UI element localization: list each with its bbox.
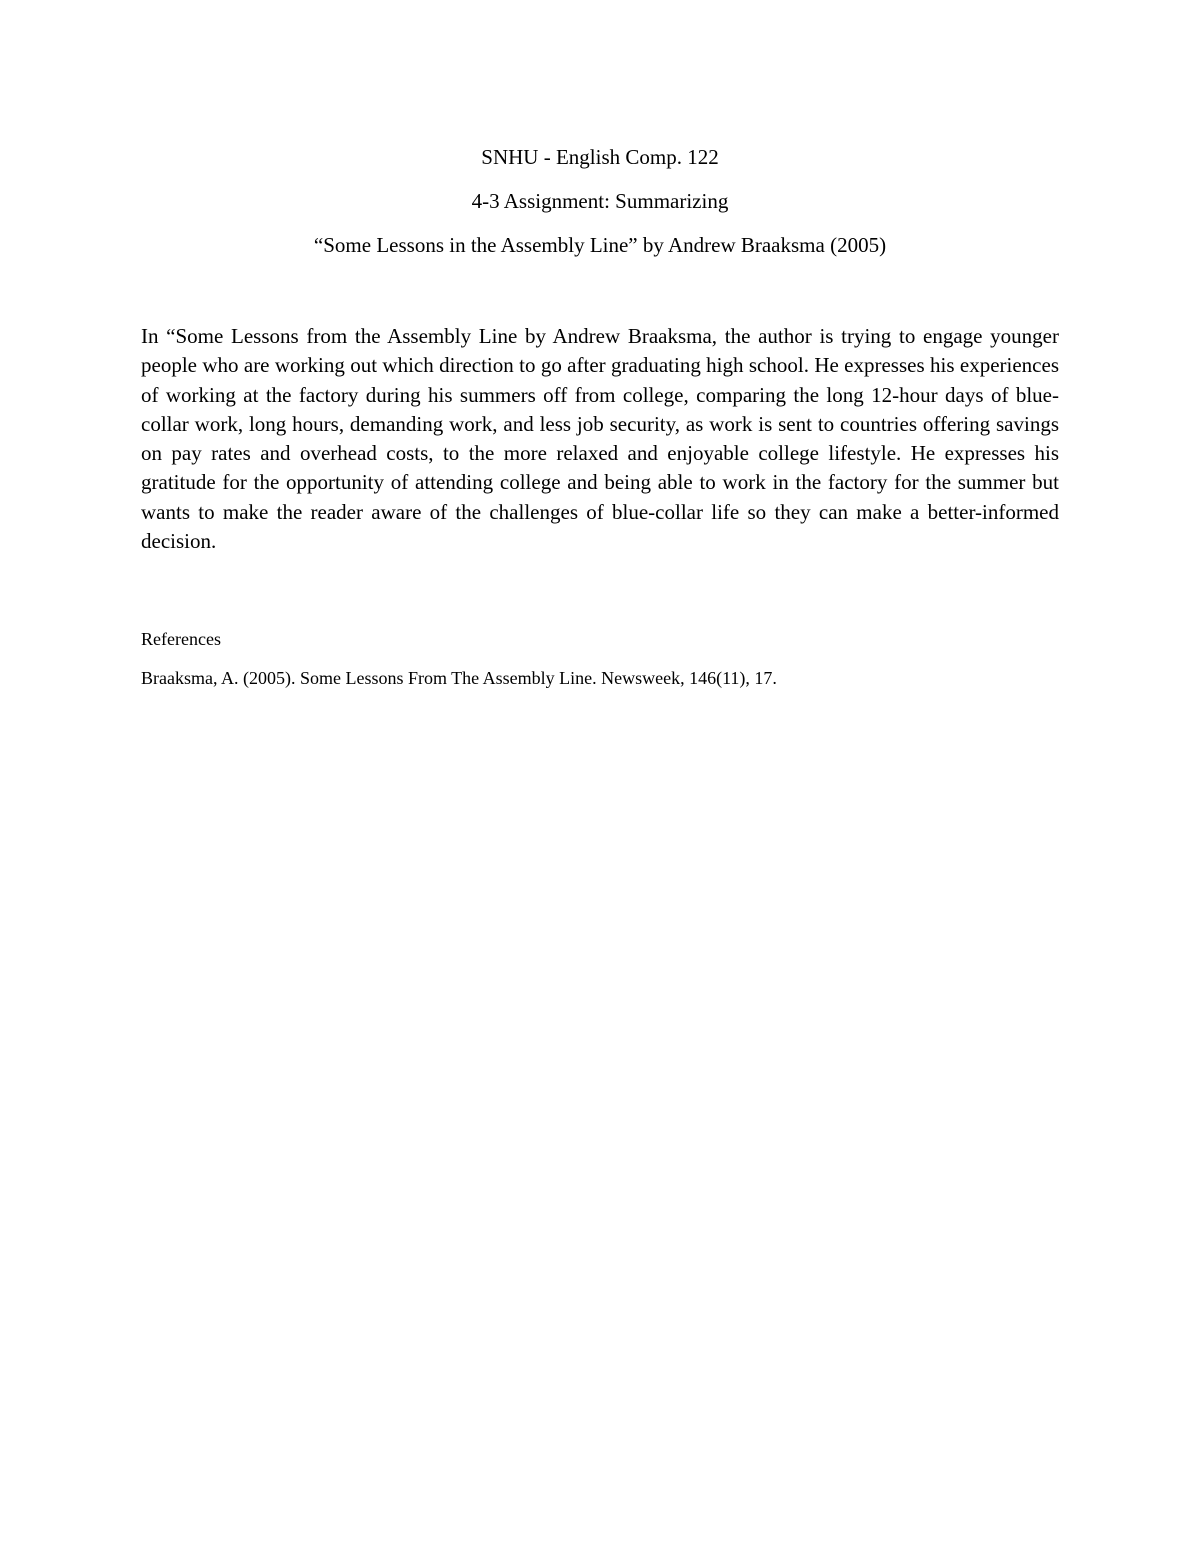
summary-paragraph: In “Some Lessons from the Assembly Line by Andrew Braaksma, the author is trying to engage younger people who are working out which direction to go after graduating high school. He expresses his experiences of working at the factory during his summers off from college, comparing the long 12-hour days of blue-collar work, long hours, demanding work, and less job security, as work is sent to countries offering savings on pay rates and overhead costs, to the more relaxed and enjoyable college lifestyle. He expresses his gratitude for the opportunity of attending college and being able to work in the factory for the summer but wants to make the reader aware of the challenges of blue-collar life so they can make a better-informed decision.: [141, 324, 1059, 554]
source-title: “Some Lessons in the Assembly Line” by Andrew Braaksma (2005): [313, 233, 887, 257]
reference-entry: Braaksma, A. (2005). Some Lessons From The Assembly Line. Newsweek, 146(11), 17.: [141, 668, 777, 688]
references-heading: References: [141, 629, 221, 649]
course-title: SNHU - English Comp. 122: [481, 145, 719, 169]
document-header: [0, 142, 1200, 274]
assignment-title: 4-3 Assignment: Summarizing: [471, 189, 729, 213]
